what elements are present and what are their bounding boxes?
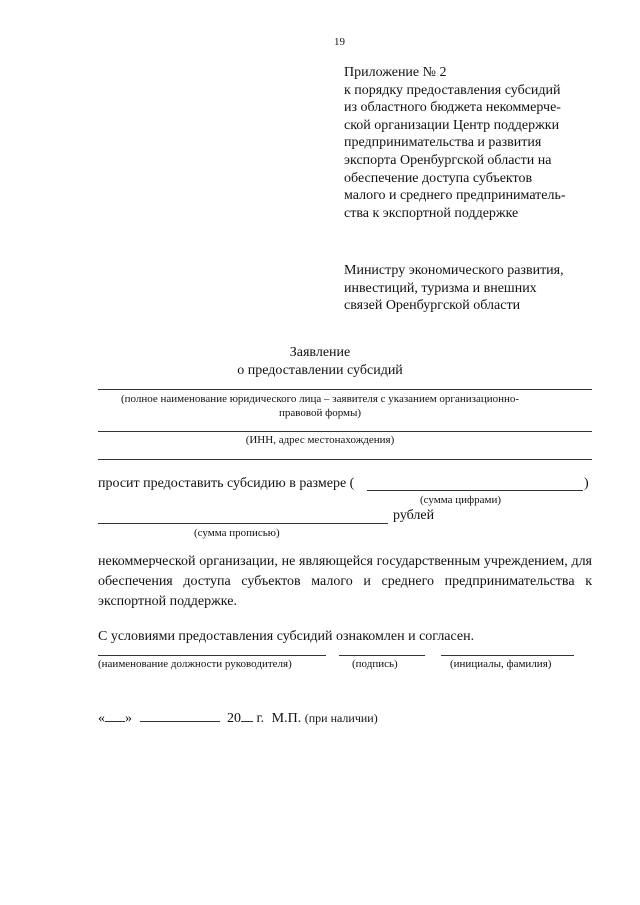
signature-caption: (подпись)	[352, 658, 398, 670]
date-line	[98, 709, 378, 727]
inn-address-caption: (ИНН, адрес местонахождения)	[245, 434, 395, 446]
legal-name-caption-cont: правовой формы)	[278, 407, 362, 419]
addressee-line: Министру экономического развития,	[344, 263, 564, 278]
addressee-block	[344, 262, 564, 315]
appendix-line: обеспечение доступа субъектов	[344, 170, 533, 186]
initials-caption: (инициалы, фамилия)	[450, 658, 552, 670]
year-suffix: г.	[256, 711, 265, 726]
appendix-line: ской организации Центр поддержки	[344, 117, 560, 133]
request-close-paren: )	[584, 476, 589, 491]
legal-name-caption: (полное наименование юридического лица – заявителя с указанием организационно-	[120, 393, 520, 405]
appendix-header	[344, 64, 566, 222]
initials-field[interactable]	[441, 655, 574, 656]
date-open-quote: «	[98, 711, 105, 726]
appendix-line: Приложение № 2	[344, 65, 447, 80]
sum-digits-caption: (сумма цифрами)	[420, 494, 502, 506]
addressee-line: связей Оренбургской области	[344, 298, 521, 314]
year-field[interactable]	[241, 709, 253, 722]
position-caption: (наименование должности руководителя)	[98, 658, 292, 670]
month-field[interactable]	[140, 709, 220, 722]
date-close-quote: »	[125, 711, 132, 726]
page-number: 19	[334, 36, 345, 48]
purpose-paragraph: некоммерческой организации, не являющейся государственным учреждением, для обеспечения доступа субъектов малого и среднего предпринимательства к экспортной поддержке.	[98, 554, 592, 609]
appendix-line: малого и среднего предприниматель-	[344, 188, 566, 204]
signature-field[interactable]	[339, 655, 425, 656]
year-prefix: 20	[227, 711, 241, 726]
agreement-text: С условиями предоставления субсидий ознакомлен и согласен.	[98, 629, 475, 644]
stamp-label: М.П.	[271, 711, 302, 726]
request-text: просит предоставить субсидию в размере (	[98, 476, 355, 491]
legal-name-field[interactable]	[98, 389, 592, 390]
document-subtitle: о предоставлении субсидий	[237, 363, 403, 378]
addressee-line: инвестиций, туризма и внешних	[344, 280, 537, 296]
appendix-line: экспорта Оренбургской области на	[344, 152, 552, 168]
appendix-line: из областного бюджета некоммерче-	[344, 100, 561, 116]
document-title: Заявление	[289, 345, 351, 360]
sum-words-field[interactable]	[98, 523, 388, 524]
rubles-label: рублей	[393, 508, 435, 523]
inn-address-field[interactable]	[98, 431, 592, 432]
stamp-note: (при наличии)	[304, 711, 378, 725]
sum-words-caption: (сумма прописью)	[194, 527, 280, 539]
appendix-line: к порядку предоставления субсидий	[344, 82, 561, 98]
appendix-line: ства к экспортной поддержке	[344, 205, 519, 221]
day-field[interactable]	[105, 709, 125, 722]
position-field[interactable]	[98, 655, 326, 656]
appendix-line: предпринимательства и развития	[344, 135, 542, 151]
inn-address-field-2[interactable]	[98, 459, 592, 460]
sum-digits-field[interactable]	[367, 490, 583, 491]
